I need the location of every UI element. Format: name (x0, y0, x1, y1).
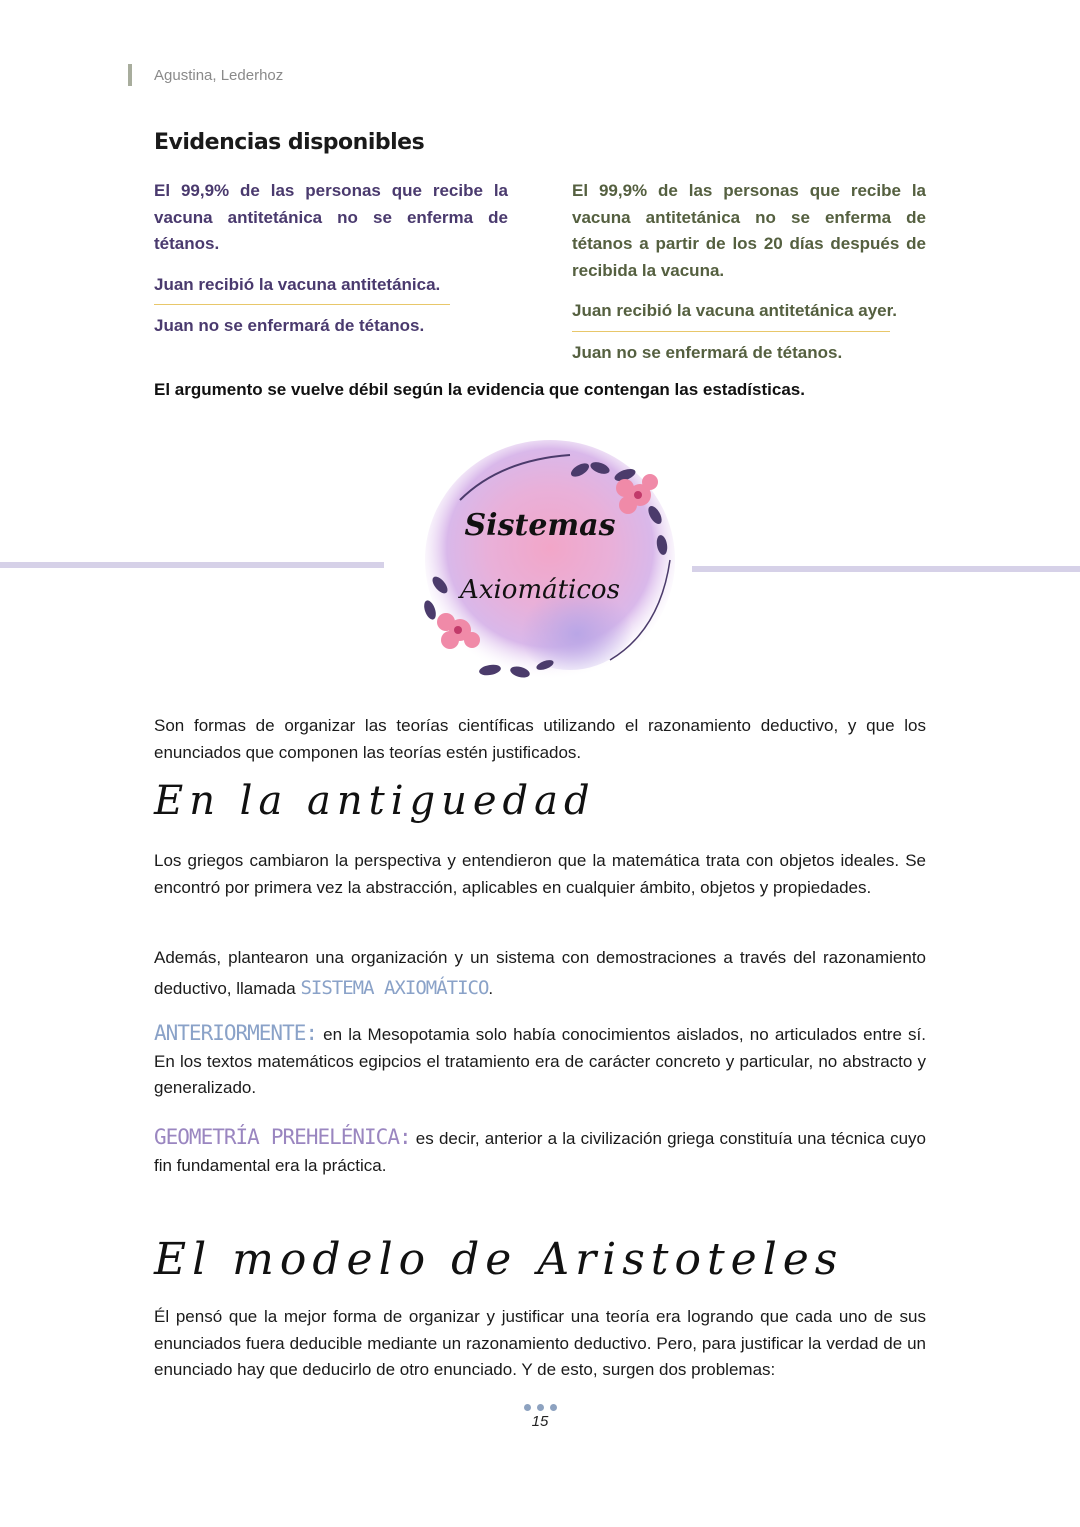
section-emblem (400, 440, 700, 700)
left-statement: El 99,9% de las personas que recibe la vacuna antitetánica no se enferma de tétanos. (154, 181, 508, 253)
paragraph-text: Además, plantearon una organización y un sistema con demostraciones a través del razonamiento deductivo, llamada (154, 948, 926, 998)
header-accent-bar (128, 64, 132, 86)
evidence-right-column (572, 178, 926, 366)
emblem-title-line1: Sistemas (464, 508, 616, 543)
left-premise: Juan recibió la vacuna antitetánica. (154, 274, 441, 294)
aristoteles-paragraph (154, 1304, 926, 1384)
term-sistema-axiomatico: SISTEMA AXIOMÁTICO (300, 977, 489, 999)
inference-line (154, 304, 450, 305)
page-number: 15 (531, 1413, 549, 1430)
paragraph-text: Él pensó que la mejor forma de organizar y justificar una teoría era logrando que cada uno de sus enunciados fuera deducible mediante un razonamiento deductivo. Pero, para justificar la verdad de un enunciado hay que deducirlo de otro enunciado. Y de esto, surgen dos problemas: (154, 1307, 926, 1379)
antiguedad-paragraph-3 (154, 1020, 926, 1102)
right-statement: El 99,9% de las personas que recibe la vacuna antitetánica no se enferma de tétanos a partir de los 20 días después de recibida la vacuna. (572, 181, 926, 280)
evidence-left-column (154, 178, 508, 340)
definition-text: Son formas de organizar las teorías científicas utilizando el razonamiento deductivo, y que los enunciados que componen las teorías estén justificados. (154, 716, 926, 762)
antiguedad-paragraph-4 (154, 1124, 926, 1179)
left-conclusion: Juan no se enfermará de tétanos. (154, 316, 425, 335)
definition-paragraph (154, 713, 926, 766)
ellipsis-dots-icon (0, 1404, 1080, 1411)
heading-antiguedad: En la antiguedad (154, 778, 596, 824)
paragraph-punctuation: . (488, 979, 494, 998)
page-footer (0, 1404, 1080, 1430)
paragraph-text: es decir, anterior a la civilización griega constituía una técnica cuyo fin fundamental era la práctica. (154, 1129, 926, 1175)
section-divider-right (692, 566, 1080, 572)
inference-line (572, 331, 890, 332)
emblem-title-line2: Axiomáticos (460, 575, 620, 605)
evidence-title: Evidencias disponibles (154, 130, 425, 155)
floral-wreath-icon (400, 440, 700, 700)
author-name: Agustina, Lederhoz (154, 66, 284, 84)
right-premise: Juan recibió la vacuna antitetánica ayer. (572, 301, 898, 320)
paragraph-text: Los griegos cambiaron la perspectiva y entendieron que la matemática trata con objetos ideales. Se encontró por primera vez la abstracción, aplicables en cualquier ámbito, objetos y propiedades. (154, 851, 926, 897)
right-conclusion: Juan no se enfermará de tétanos. (572, 342, 843, 362)
evidence-summary: El argumento se vuelve débil según la evidencia que contengan las estadísticas. (154, 380, 805, 399)
antiguedad-paragraph-2 (154, 943, 926, 1004)
term-anteriormente: ANTERIORMENTE: (154, 1021, 318, 1045)
page-header (128, 64, 283, 86)
heading-aristoteles: El modelo de Aristoteles (154, 1234, 844, 1285)
paragraph-text: en la Mesopotamia solo había conocimientos aislados, no articulados entre sí. En los textos matemáticos egipcios el tratamiento era de carácter concreto y particular, no abstracto y generalizado. (154, 1025, 926, 1097)
section-divider-left (0, 562, 384, 568)
antiguedad-paragraph-1 (154, 848, 926, 901)
term-geometria-prehelenica: GEOMETRÍA PREHELÉNICA: (154, 1125, 411, 1149)
